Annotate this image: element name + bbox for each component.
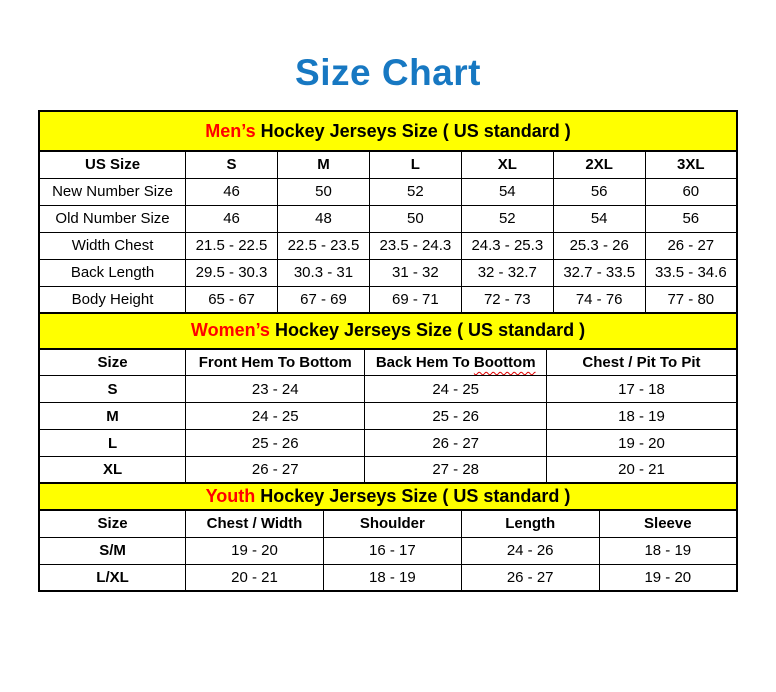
table-row xyxy=(39,259,737,286)
womens-column-header: Front Hem To Bottom xyxy=(186,349,365,376)
size-value-cell: 29.5 - 30.3 xyxy=(186,259,278,286)
row-label: Back Length xyxy=(39,259,186,286)
womens-section-band xyxy=(39,313,737,349)
mens-header-row xyxy=(39,151,737,178)
size-value-cell: 33.5 - 34.6 xyxy=(645,259,737,286)
table-row xyxy=(39,564,737,591)
size-value-cell: 24 - 25 xyxy=(186,403,365,430)
womens-column-header: Size xyxy=(39,349,186,376)
size-value-cell: 46 xyxy=(186,205,278,232)
mens-section-title xyxy=(39,111,737,151)
page-title: Size Chart xyxy=(295,52,481,93)
size-value-cell: 60 xyxy=(645,178,737,205)
mens-section-title-highlight: Men’s xyxy=(205,120,256,141)
size-value-cell: 32 - 32.7 xyxy=(461,259,553,286)
size-value-cell: 72 - 73 xyxy=(461,286,553,313)
womens-header-row xyxy=(39,349,737,376)
size-value-cell: 18 - 19 xyxy=(546,403,737,430)
size-value-cell: 74 - 76 xyxy=(553,286,645,313)
mens-column-header: L xyxy=(369,151,461,178)
size-value-cell: 77 - 80 xyxy=(645,286,737,313)
row-label: Old Number Size xyxy=(39,205,186,232)
table-row xyxy=(39,376,737,403)
table-row xyxy=(39,457,737,484)
size-value-cell: 19 - 20 xyxy=(546,430,737,457)
size-value-cell: 18 - 19 xyxy=(599,537,737,564)
youth-column-header: Chest / Width xyxy=(186,510,324,537)
youth-section-band xyxy=(39,483,737,510)
womens-section-title xyxy=(39,313,737,349)
size-value-cell: 54 xyxy=(461,178,553,205)
womens-section-title-highlight: Women’s xyxy=(190,320,270,340)
youth-section-title xyxy=(39,483,737,510)
youth-header-row xyxy=(39,510,737,537)
table-row xyxy=(39,286,737,313)
size-value-cell: 26 - 27 xyxy=(461,564,599,591)
size-value-cell: 56 xyxy=(553,178,645,205)
row-label: L xyxy=(39,430,186,457)
row-label: Width Chest xyxy=(39,232,186,259)
table-row xyxy=(39,537,737,564)
size-value-cell: 24 - 26 xyxy=(461,537,599,564)
youth-column-header: Length xyxy=(461,510,599,537)
womens-size-table xyxy=(38,312,738,485)
mens-column-header: 2XL xyxy=(553,151,645,178)
row-label: S/M xyxy=(39,537,186,564)
row-label: L/XL xyxy=(39,564,186,591)
mens-column-header: US Size xyxy=(39,151,186,178)
size-value-cell: 31 - 32 xyxy=(369,259,461,286)
size-value-cell: 32.7 - 33.5 xyxy=(553,259,645,286)
youth-column-header: Shoulder xyxy=(323,510,461,537)
table-row xyxy=(39,178,737,205)
size-value-cell: 25 - 26 xyxy=(186,430,365,457)
size-value-cell: 52 xyxy=(461,205,553,232)
size-value-cell: 56 xyxy=(645,205,737,232)
size-value-cell: 65 - 67 xyxy=(186,286,278,313)
row-label: XL xyxy=(39,457,186,484)
womens-column-header: Chest / Pit To Pit xyxy=(546,349,737,376)
mens-column-header: 3XL xyxy=(645,151,737,178)
size-value-cell: 17 - 18 xyxy=(546,376,737,403)
size-value-cell: 46 xyxy=(186,178,278,205)
size-value-cell: 22.5 - 23.5 xyxy=(278,232,370,259)
size-value-cell: 67 - 69 xyxy=(278,286,370,313)
size-value-cell: 24.3 - 25.3 xyxy=(461,232,553,259)
size-value-cell: 30.3 - 31 xyxy=(278,259,370,286)
size-value-cell: 16 - 17 xyxy=(323,537,461,564)
youth-size-table xyxy=(38,482,738,592)
size-value-cell: 26 - 27 xyxy=(186,457,365,484)
size-value-cell: 20 - 21 xyxy=(186,564,324,591)
size-value-cell: 50 xyxy=(369,205,461,232)
mens-column-header: XL xyxy=(461,151,553,178)
womens-section-title-rest: Hockey Jerseys Size ( US standard ) xyxy=(269,320,586,340)
womens-column-header xyxy=(365,349,546,376)
size-value-cell: 19 - 20 xyxy=(599,564,737,591)
table-row xyxy=(39,430,737,457)
mens-size-table xyxy=(38,110,738,314)
size-value-cell: 21.5 - 22.5 xyxy=(186,232,278,259)
size-value-cell: 18 - 19 xyxy=(323,564,461,591)
size-value-cell: 52 xyxy=(369,178,461,205)
back-hem-label-prefix: Back Hem To xyxy=(375,353,474,371)
row-label: S xyxy=(39,376,186,403)
size-value-cell: 26 - 27 xyxy=(365,430,546,457)
size-value-cell: 50 xyxy=(278,178,370,205)
size-value-cell: 19 - 20 xyxy=(186,537,324,564)
size-value-cell: 48 xyxy=(278,205,370,232)
row-label: Body Height xyxy=(39,286,186,313)
table-row xyxy=(39,403,737,430)
size-value-cell: 23.5 - 24.3 xyxy=(369,232,461,259)
size-chart xyxy=(38,110,738,592)
table-row xyxy=(39,232,737,259)
youth-column-header: Size xyxy=(39,510,186,537)
row-label: New Number Size xyxy=(39,178,186,205)
size-value-cell: 24 - 25 xyxy=(365,376,546,403)
youth-section-title-highlight: Youth xyxy=(205,486,256,506)
size-value-cell: 25.3 - 26 xyxy=(553,232,645,259)
row-label: M xyxy=(39,403,186,430)
mens-column-header: S xyxy=(186,151,278,178)
mens-section-band xyxy=(39,111,737,151)
size-value-cell: 69 - 71 xyxy=(369,286,461,313)
size-value-cell: 20 - 21 xyxy=(546,457,737,484)
youth-column-header: Sleeve xyxy=(599,510,737,537)
youth-section-title-rest: Hockey Jerseys Size ( US standard ) xyxy=(255,486,571,506)
mens-section-title-rest: Hockey Jerseys Size ( US standard ) xyxy=(255,120,571,141)
size-value-cell: 23 - 24 xyxy=(186,376,365,403)
size-value-cell: 27 - 28 xyxy=(365,457,546,484)
size-value-cell: 26 - 27 xyxy=(645,232,737,259)
misspelled-word: Boottom xyxy=(473,353,536,371)
size-value-cell: 54 xyxy=(553,205,645,232)
table-row xyxy=(39,205,737,232)
mens-column-header: M xyxy=(278,151,370,178)
size-value-cell: 25 - 26 xyxy=(365,403,546,430)
